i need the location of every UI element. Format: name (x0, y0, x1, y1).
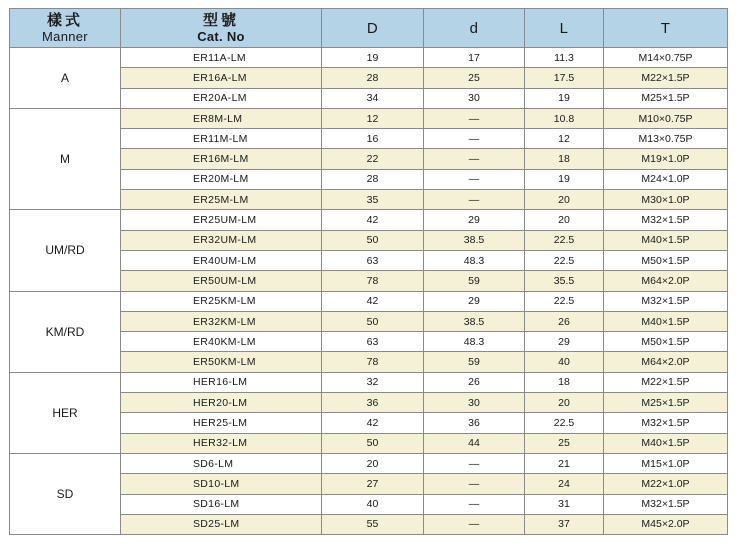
manner-cell: A (10, 48, 121, 109)
D-cell: 28 (322, 68, 424, 88)
D-cell: 50 (322, 311, 424, 331)
L-cell: 37 (525, 514, 604, 534)
T-cell: M40×1.5P (604, 311, 728, 331)
L-cell: 35.5 (525, 271, 604, 291)
L-cell: 22.5 (525, 413, 604, 433)
D-cell: 42 (322, 413, 424, 433)
d-cell: 30 (424, 88, 525, 108)
L-cell: 25 (525, 433, 604, 453)
cat-no-cell: ER25UM-LM (121, 210, 322, 230)
cat-no-cell: ER11M-LM (121, 129, 322, 149)
header-manner (10, 9, 121, 48)
T-cell: M10×0.75P (604, 108, 728, 128)
L-cell: 22.5 (525, 291, 604, 311)
T-cell: M64×2.0P (604, 271, 728, 291)
L-cell: 29 (525, 332, 604, 352)
L-cell: 17.5 (525, 68, 604, 88)
L-cell: 31 (525, 494, 604, 514)
cat-no-cell: ER8M-LM (121, 108, 322, 128)
cat-no-cell: HER25-LM (121, 413, 322, 433)
D-cell: 40 (322, 494, 424, 514)
D-cell: 27 (322, 474, 424, 494)
header-row (10, 9, 728, 48)
D-cell: 22 (322, 149, 424, 169)
L-cell: 20 (525, 190, 604, 210)
d-cell: 44 (424, 433, 525, 453)
d-cell: 48.3 (424, 250, 525, 270)
cat-no-cell: ER11A-LM (121, 48, 322, 68)
D-cell: 55 (322, 514, 424, 534)
cat-no-cell: SD6-LM (121, 453, 322, 473)
cat-no-cell: ER25M-LM (121, 190, 322, 210)
T-cell: M50×1.5P (604, 250, 728, 270)
L-cell: 21 (525, 453, 604, 473)
T-cell: M50×1.5P (604, 332, 728, 352)
spec-table (9, 8, 728, 535)
header-d: d (424, 9, 525, 48)
header-manner-en: Manner (42, 28, 88, 44)
L-cell: 26 (525, 311, 604, 331)
T-cell: M24×1.0P (604, 169, 728, 189)
D-cell: 34 (322, 88, 424, 108)
L-cell: 24 (525, 474, 604, 494)
D-cell: 42 (322, 210, 424, 230)
d-cell: — (424, 453, 525, 473)
d-cell: — (424, 169, 525, 189)
D-cell: 42 (322, 291, 424, 311)
T-cell: M64×2.0P (604, 352, 728, 372)
L-cell: 22.5 (525, 250, 604, 270)
d-cell: 29 (424, 291, 525, 311)
d-cell: 59 (424, 271, 525, 291)
cat-no-cell: ER50UM-LM (121, 271, 322, 291)
T-cell: M32×1.5P (604, 413, 728, 433)
cat-no-cell: ER40UM-LM (121, 250, 322, 270)
spec-table-body (10, 48, 728, 535)
d-cell: 29 (424, 210, 525, 230)
L-cell: 19 (525, 169, 604, 189)
T-cell: M45×2.0P (604, 514, 728, 534)
d-cell: — (424, 129, 525, 149)
d-cell: 25 (424, 68, 525, 88)
cat-no-cell: ER40KM-LM (121, 332, 322, 352)
T-cell: M32×1.5P (604, 494, 728, 514)
cat-no-cell: HER16-LM (121, 372, 322, 392)
d-cell: 38.5 (424, 230, 525, 250)
T-cell: M30×1.0P (604, 190, 728, 210)
T-cell: M19×1.0P (604, 149, 728, 169)
d-cell: 17 (424, 48, 525, 68)
L-cell: 20 (525, 393, 604, 413)
T-cell: M14×0.75P (604, 48, 728, 68)
table-row (10, 108, 728, 128)
T-cell: M32×1.5P (604, 291, 728, 311)
d-cell: 30 (424, 393, 525, 413)
D-cell: 50 (322, 433, 424, 453)
manner-cell: SD (10, 453, 121, 534)
d-cell: — (424, 474, 525, 494)
header-cat (121, 9, 322, 48)
manner-cell: UM/RD (10, 210, 121, 291)
spec-table-container (9, 8, 728, 535)
D-cell: 35 (322, 190, 424, 210)
header-L: L (525, 9, 604, 48)
header-cat-en: Cat. No (197, 28, 245, 44)
L-cell: 40 (525, 352, 604, 372)
T-cell: M22×1.5P (604, 68, 728, 88)
d-cell: — (424, 108, 525, 128)
D-cell: 28 (322, 169, 424, 189)
T-cell: M32×1.5P (604, 210, 728, 230)
header-D: D (322, 9, 424, 48)
cat-no-cell: ER50KM-LM (121, 352, 322, 372)
cat-no-cell: HER20-LM (121, 393, 322, 413)
d-cell: 26 (424, 372, 525, 392)
d-cell: 36 (424, 413, 525, 433)
d-cell: 59 (424, 352, 525, 372)
D-cell: 19 (322, 48, 424, 68)
d-cell: 48.3 (424, 332, 525, 352)
L-cell: 11.3 (525, 48, 604, 68)
D-cell: 63 (322, 332, 424, 352)
D-cell: 32 (322, 372, 424, 392)
cat-no-cell: SD25-LM (121, 514, 322, 534)
L-cell: 12 (525, 129, 604, 149)
manner-cell: HER (10, 372, 121, 453)
header-T: T (604, 9, 728, 48)
cat-no-cell: ER20M-LM (121, 169, 322, 189)
T-cell: M13×0.75P (604, 129, 728, 149)
d-cell: — (424, 514, 525, 534)
manner-cell: M (10, 108, 121, 209)
D-cell: 78 (322, 352, 424, 372)
D-cell: 78 (322, 271, 424, 291)
d-cell: 38.5 (424, 311, 525, 331)
cat-no-cell: HER32-LM (121, 433, 322, 453)
L-cell: 20 (525, 210, 604, 230)
header-cat-zh: 型號 (202, 11, 239, 29)
cat-no-cell: ER16A-LM (121, 68, 322, 88)
T-cell: M15×1.0P (604, 453, 728, 473)
table-row (10, 210, 728, 230)
manner-cell: KM/RD (10, 291, 121, 372)
cat-no-cell: ER25KM-LM (121, 291, 322, 311)
cat-no-cell: ER32UM-LM (121, 230, 322, 250)
D-cell: 12 (322, 108, 424, 128)
L-cell: 19 (525, 88, 604, 108)
L-cell: 10.8 (525, 108, 604, 128)
table-row (10, 372, 728, 392)
table-row (10, 48, 728, 68)
D-cell: 63 (322, 250, 424, 270)
table-row (10, 453, 728, 473)
T-cell: M22×1.5P (604, 372, 728, 392)
cat-no-cell: SD16-LM (121, 494, 322, 514)
table-row (10, 291, 728, 311)
header-manner-zh: 樣式 (46, 11, 83, 29)
d-cell: — (424, 190, 525, 210)
D-cell: 16 (322, 129, 424, 149)
T-cell: M40×1.5P (604, 230, 728, 250)
T-cell: M25×1.5P (604, 393, 728, 413)
D-cell: 36 (322, 393, 424, 413)
L-cell: 18 (525, 149, 604, 169)
T-cell: M25×1.5P (604, 88, 728, 108)
d-cell: — (424, 149, 525, 169)
D-cell: 20 (322, 453, 424, 473)
d-cell: — (424, 494, 525, 514)
T-cell: M22×1.0P (604, 474, 728, 494)
cat-no-cell: ER16M-LM (121, 149, 322, 169)
cat-no-cell: ER20A-LM (121, 88, 322, 108)
L-cell: 22.5 (525, 230, 604, 250)
L-cell: 18 (525, 372, 604, 392)
cat-no-cell: ER32KM-LM (121, 311, 322, 331)
T-cell: M40×1.5P (604, 433, 728, 453)
D-cell: 50 (322, 230, 424, 250)
cat-no-cell: SD10-LM (121, 474, 322, 494)
